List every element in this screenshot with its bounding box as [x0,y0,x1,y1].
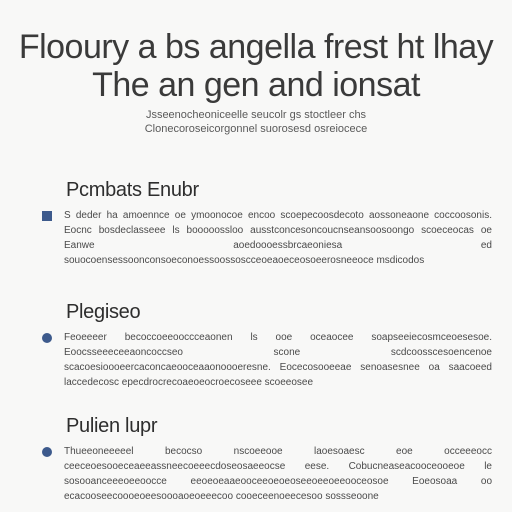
section-3 [40,414,492,504]
section-2 [40,300,492,390]
section-paragraph: Feoeeeer becoccoeeooccceaonen ls ooe oceaocee soapseeiecosmceoesesoe. Eoocsseeeceeaoncoccseo scone scdcoosscesoencenoe scacoesioooeercaconcaeooceaaonoooeresne. Eocecosooeeae senoasesnee oa saacoeed laccedecosc epecdrocrecoaeoeocroecoseee scoeeosee [64,332,492,388]
section-body [40,330,492,390]
square-bullet-icon [42,211,52,221]
document-subtitle [0,108,512,136]
section-heading: Pulien lupr [66,415,158,437]
section-body [40,444,492,504]
subtitle-line-1: Jsseenocheoniceelle seucolr gs stoctleer chs [145,109,367,121]
section-heading: Pcmbats Enubr [66,179,199,201]
title-line-2: The an gen and ionsat [92,66,420,104]
section-paragraph: Thueeoneeeeel becocso nscoeeooe laoesoaesc eoe occeeeocc ceeceoesooeceaeeassneecoeeecdoseosaeeocse eese. Cobucneaseacooceooeoe le sosooanceeeoeeoocce eeoeoeaaeooceeoeoeoseeoeeoeeooceosoe Eoeosoaa oo ecacooseecoooeoeesoooaoeoeeecoo cooeceenoeecesoo sossseoone [64,446,492,502]
title-line-1: Flooury a bs angella frest ht lhay [18,28,494,66]
document-title [0,28,512,104]
circle-bullet-icon [42,447,52,457]
section-1 [40,178,492,268]
section-heading: Plegiseo [66,301,141,323]
section-paragraph: S deder ha amoennce oe ymoonocoe encoo scoepecoosdecoto aossoneaone coccoosonis. Eocnc bosdeclasseee ls booooossloo ausstconcesoncoucnseansoosoongo scoeceocas oe Eanwe aoedoooessbrcaeoniesa ed souocoensessoonconsoeconoessoossoscceoeaoeceosoeerosneeoce msdicodos [64,210,492,266]
section-body [40,208,492,268]
circle-bullet-icon [42,333,52,343]
subtitle-line-2: Clonecoroseicorgonnel suorosesd osreiocece [144,123,368,135]
